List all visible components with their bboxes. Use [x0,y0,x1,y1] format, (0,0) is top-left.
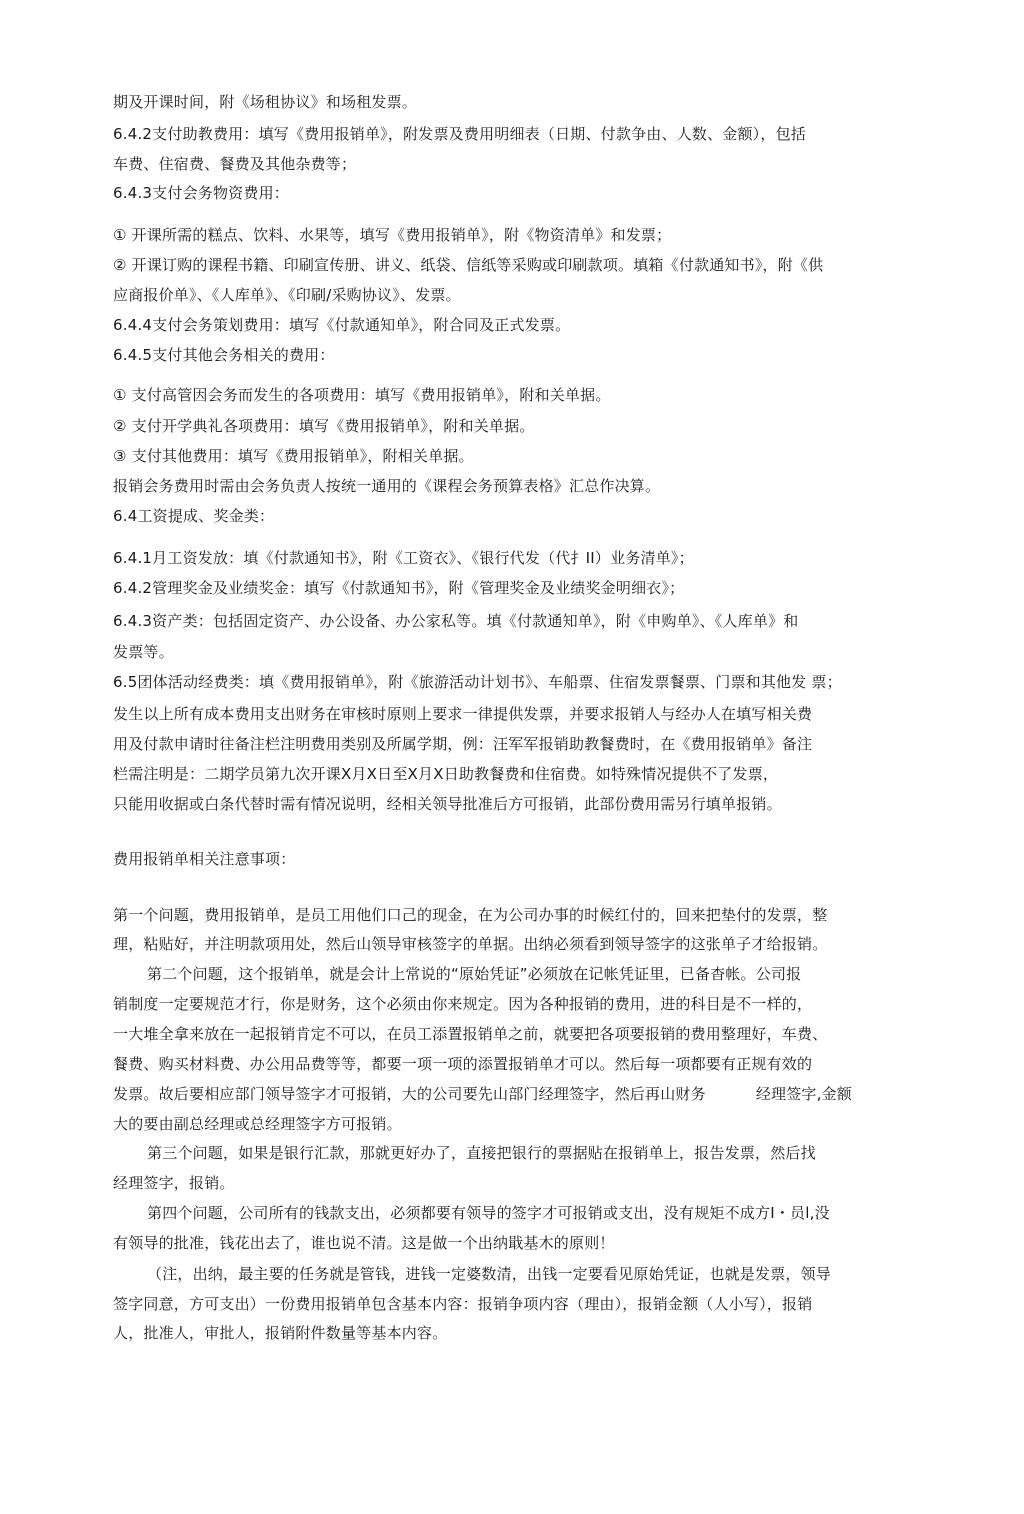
text-line: 6.5团体活动经费类：填《费用报销单》，附《旅游活动计划书》、车船票、住宿发票餐票、门票和其他发 票； [113,673,842,691]
text-line: 6.4工资提成、奖金类： [113,507,275,525]
text-line: 栏需注明是：二期学员第九次开课X月X日至X月X日助教餐费和住宿费。如特殊情况提供不了发票， [113,765,779,783]
text-line: ① 开课所需的糕点、饮料、水果等，填写《费用报销单》，附《物资清单》和发票； [113,226,672,244]
text-segment: 经理签字,金额 [755,1085,852,1103]
text-line: 第二个问题，这个报销单，就是会计上常说的“原始凭证”必须放在记帐凭证里，已备杳帐。公司报 [147,965,802,983]
text-line: ② 开课订购的课程书籍、印刷宣传册、讲义、纸袋、信纸等采购或印刷款项。填箱《付款通知书》，附《供 [113,256,824,274]
text-line: 人，批准人，审批人，报销附件数量等基本内容。 [113,1324,448,1342]
text-line: 签字同意，方可支出）一份费用报销单包含基本内容：报销争项内容（理由），报销金额（人小写），报销 [113,1295,813,1313]
section-heading: 费用报销单相关注意事项： [113,850,296,868]
text-line: 应商报价单》、《人库单》、《印刷/采购协议》、发票。 [113,286,461,304]
text-line: 理，粘贴好，并注明款项用处，然后山领导审核签字的单据。出纳必须看到领导签字的这张单子才给报销。 [113,935,828,953]
text-line: ② 支付开学典礼各项费用：填写《费用报销单》，附和关单据。 [113,417,535,435]
text-line: 车费、住宿费、餐费及其他杂费等； [113,155,357,173]
text-line: 6.4.2管理奖金及业绩奖金：填写《付款通知书》，附《管理奖金及业绩奖金明细衣》； [113,579,685,597]
text-line: 第四个问题，公司所有的钱款支出，必须都要有领导的签字才可报销或支出，没有规矩不成方I・员l,没 [147,1204,830,1222]
text-line: 第一个问题，费用报销单，是员工用他们口己的现金，在为公司办事的时候红付的，回来把垫付的发票，整 [113,906,828,924]
text-line: 期及开课时间，附《场租协议》和场租发票。 [113,93,418,111]
text-line: 6.4.3资产类：包括固定资产、办公设备、办公家私等。填《付款通知单》，附《申购单》、《人库单》和 [113,612,799,630]
text-line: 6.4.5支付其他会务相关的费用： [113,346,335,364]
text-line: 6.4.4支付会务策划费用：填写《付款通知单》，附合同及正式发票。 [113,316,571,334]
text-line: 有领导的批准，钱花出去了，谁也说不清。这是做一个出纳戢基木的原则！ [113,1234,615,1252]
text-segment: 发票。故后要相应部门领导签字才可报销，大的公司要先山部门经理签字，然后再山财务 [113,1085,706,1103]
text-line: 6.4.3支付会务物资费用： [113,184,289,202]
text-line: （注，出纳，最主要的任务就是管钱，进钱一定婆数清，出钱一定要看见原始凭证，也就是发票，领导 [147,1265,832,1283]
text-line: 餐费、购买材料费、办公用品费等等，都要一项一项的添置报销单才可以。然后每一项都要有正规有效的 [113,1055,813,1073]
text-line: 经理签字，报销。 [113,1174,235,1192]
text-line: 发票等。 [113,643,174,661]
text-line: 报销会务费用时需由会务负责人按统一通用的《课程会务预算表格》汇总作决算。 [113,477,661,495]
text-line: 发生以上所有成本费用支出财务在审核时原则上要求一律提供发票，并要求报销人与经办人在填写相关费 [113,705,813,723]
text-line: 6.4.1月工资发放：填《付款通知书》，附《工资衣》、《银行代发（代扌II）业务清单》； [113,549,694,567]
text-line: 销制度一定要规范才行，你是财务，这个必须由你来规定。因为各种报销的费用，进的科目是不一样的， [113,995,813,1013]
text-line: 一大堆全拿来放在一起报销肯定不可以，在员工添置报销单之前，就要把各项要报销的费用整理好，车费、 [113,1025,828,1043]
text-line: ③ 支付其他费用：填写《费用报销单》，附相关单据。 [113,447,474,465]
text-line [113,1084,852,1104]
text-line: 用及付款申请时往备注栏注明费用类别及所属学期，例：汪军军报销助教餐费时，在《费用报销单》备注 [113,735,813,753]
text-line: 只能用收据或白条代替时需有情况说明，经相关领导批准后方可报销，此部份费用需另行填单报销。 [113,795,782,813]
text-line: 6.4.2支付助教费用：填写《费用报销单》，附发票及费用明细表（日期、付款争由、人数、金额），包括 [113,125,806,143]
text-line: 大的要由副总经理或总经理签字方可报销。 [113,1115,402,1133]
text-line: 第三个问题，如果是银行汇款，那就更好办了，直接把银行的票据贴在报销单上，报告发票，然后找 [147,1144,816,1162]
text-line: ① 支付高管因会务而发生的各项费用：填写《费用报销单》，附和关单据。 [113,386,611,404]
